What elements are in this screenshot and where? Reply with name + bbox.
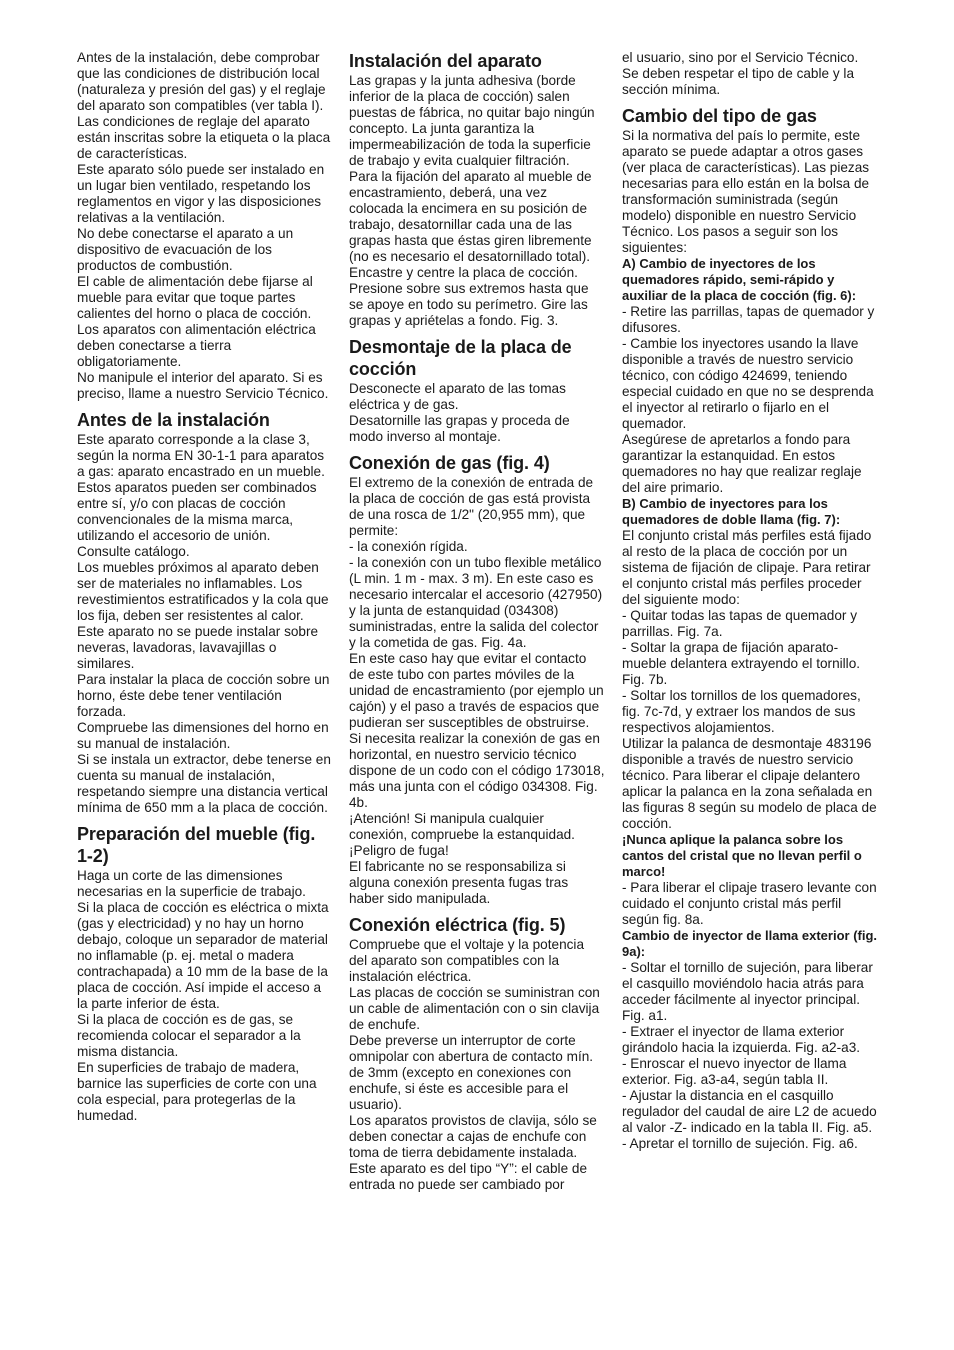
paragraph: - Enroscar el nuevo inyector de llama exterior. Fig. a3-a4, según tabla II.: [622, 1056, 847, 1087]
paragraph: el usuario, sino por el Servicio Técnico. Se deben respetar el tipo de cable y la sección mínima.: [622, 50, 859, 97]
paragraph: Consulte catálogo.: [77, 544, 190, 559]
paragraph: El extremo de la conexión de entrada de la placa de cocción de gas está provista de una rosca de 1/2" (20,955 mm), que permite:: [349, 475, 594, 538]
paragraph: No manipule el interior del aparato. Si es preciso, llame a nuestro Servicio Técnico.: [77, 370, 329, 401]
paragraph: Si la placa de cocción es eléctrica o mixta (gas y electricidad) y no hay un horno debajo, coloque un separador de material no inflamable (p. ej. metal o madera contrachapada) a 10 mm de la base de la placa de cocción. Así impide el acceso a la parte inferior de ésta.: [77, 900, 329, 1011]
paragraph: - Soltar los tornillos de los quemadores, fig. 7c-7d, y extraer los mandos de sus respectivos alojamientos.: [622, 688, 861, 735]
paragraph: Este aparato es del tipo “Y”: el cable de entrada no puede ser cambiado por: [349, 1161, 588, 1192]
bold-instruction: ¡Nunca aplique la palanca sobre los cantos del cristal que no llevan perfil o marco!: [622, 832, 862, 879]
section-heading: Desmontaje de la placa de cocción: [349, 337, 572, 379]
paragraph: Estos aparatos pueden ser combinados entre sí, y/o con placas de cocción convencionales de la misma marca, utilizando el accesorio de unión.: [77, 480, 317, 543]
bold-instruction: Cambio de inyector de llama exterior (fig. 9a):: [622, 928, 878, 959]
bold-instruction: A) Cambio de inyectores de los quemadores rápido, semi-rápido y auxiliar de la placa de cocción (fig. 6):: [622, 256, 857, 303]
paragraph: - Apretar el tornillo de sujeción. Fig. a6.: [622, 1136, 858, 1151]
paragraph: Los muebles próximos al aparato deben ser de materiales no inflamables. Los revestimientos estratificados y la cola que los fija, deben ser resistentes al calor.: [77, 560, 329, 623]
paragraph: Si se instala un extractor, debe tenerse en cuenta su manual de instalación, respetando siempre una distancia vertical mínima de 650 mm a la placa de cocción.: [77, 752, 331, 815]
section-heading: Preparación del mueble (fig. 1-2): [77, 824, 316, 866]
paragraph: El fabricante no se responsabiliza si alguna conexión presenta fugas tras haber sido manipulada.: [349, 859, 569, 906]
paragraph: Si la placa de cocción es de gas, se recomienda colocar el separador a la misma distancia.: [77, 1012, 301, 1059]
paragraph: - Quitar todas las tapas de quemador y parrillas. Fig. 7a.: [622, 608, 857, 639]
paragraph: Este aparato corresponde a la clase 3, según la norma EN 30-1-1 para aparatos a gas: aparato encastrado en un mueble.: [77, 432, 325, 479]
paragraph: Las placas de cocción se suministran con un cable de alimentación con o sin clavija de enchufe.: [349, 985, 600, 1032]
column-middle: [349, 50, 605, 1193]
paragraph: Si necesita realizar la conexión de gas en horizontal, en nuestro servicio técnico dispone de un codo con el código 173018, más una junta con el código 034308. Fig. 4b.: [349, 731, 605, 810]
section-heading: Antes de la instalación: [77, 410, 270, 430]
section-heading: Conexión de gas (fig. 4): [349, 453, 550, 473]
paragraph: Utilizar la palanca de desmontaje 483196 disponible a través de nuestro servicio técnico. Para liberar el clipaje delantero aplicar la palanca en la zona señalada en las figuras 8 según su modelo de placa de cocción.: [622, 736, 877, 831]
paragraph: Debe preverse un interruptor de corte omnipolar con abertura de contacto mín. de 3mm (excepto en conexiones con enchufe, si éste es accesible para el usuario).: [349, 1033, 594, 1112]
paragraph: Haga un corte de las dimensiones necesarias en la superficie de trabajo.: [77, 868, 306, 899]
paragraph: Para instalar la placa de cocción sobre un horno, éste debe tener ventilación forzada.: [77, 672, 330, 719]
paragraph: Los aparatos con alimentación eléctrica deben conectarse a tierra obligatoriamente.: [77, 322, 316, 369]
paragraph: - la conexión con un tubo flexible metálico (L min. 1 m - max. 3 m). En este caso es necesario intercalar el accesorio (427950) y la junta de estanquidad (034308) suministradas, entre la salida del colector y la cometida de gas. Fig. 4a.: [349, 555, 603, 650]
paragraph: Desatornille las grapas y proceda de modo inverso al montaje.: [349, 413, 570, 444]
paragraph: - Ajustar la distancia en el casquillo regulador del caudal de aire L2 de acuedo al valor -Z- indicado en la tabla II. Fig. a5.: [622, 1088, 877, 1135]
paragraph: - Extraer el inyector de llama exterior girándolo hacia la izquierda. Fig. a2-a3.: [622, 1024, 861, 1055]
paragraph: - Soltar la grapa de fijación aparato-mueble delantera extrayendo el tornillo. Fig. 7b.: [622, 640, 861, 687]
paragraph: - Cambie los inyectores usando la llave disponible a través de nuestro servicio técnico, con código 424699, teniendo especial cuidado en que no se desprenda el inyector al retirarlo o fijarlo en el quemador.: [622, 336, 874, 431]
paragraph: Antes de la instalación, debe comprobar que las condiciones de distribución local (naturaleza y presión del gas) y el reglaje del aparato son compatibles (ver tabla I). Las condiciones de reglaje del aparato están inscritas sobre la etiqueta o la placa de características.: [77, 50, 331, 161]
paragraph: Los aparatos provistos de clavija, sólo se deben conectar a cajas de enchufe con toma de tierra debidamente instalada.: [349, 1113, 597, 1160]
section-heading: Conexión eléctrica (fig. 5): [349, 915, 566, 935]
paragraph: No debe conectarse el aparato a un dispositivo de evacuación de los productos de combustión.: [77, 226, 294, 273]
paragraph: El conjunto cristal más perfiles está fijado al resto de la placa de cocción por un sistema de fijación de clipaje. Para retirar el conjunto cristal más perfiles proceder del siguiente modo:: [622, 528, 872, 607]
section-heading: Instalación del aparato: [349, 51, 542, 71]
paragraph: Encastre y centre la placa de cocción. Presione sobre sus extremos hasta que se apoye en todo su perímetro. Gire las grapas y apriételas a fondo. Fig. 3.: [349, 265, 589, 328]
paragraph: - Para liberar el clipaje trasero levante con cuidado el conjunto cristal más perfil según fig. 8a.: [622, 880, 877, 927]
paragraph: Este aparato sólo puede ser instalado en un lugar bien ventilado, respetando los reglamentos en vigor y las disposiciones relativas a la ventilación.: [77, 162, 325, 225]
paragraph: Desconecte el aparato de las tomas eléctrica y de gas.: [349, 381, 566, 412]
paragraph: En este caso hay que evitar el contacto de este tubo con partes móviles de la unidad de encastramiento (por ejemplo un cajón) y el paso a través de espacios que pudieran ser susceptibles de obstruirse.: [349, 651, 604, 730]
paragraph: - la conexión rígida.: [349, 539, 468, 554]
paragraph: Si la normativa del país lo permite, este aparato se puede adaptar a otros gases (ver placa de características). Las piezas necesarias para ello están en la bolsa de transformación suministrada (según modelo) disponible en nuestro Servicio Técnico. Los pasos a seguir son los siguientes:: [622, 128, 870, 255]
paragraph: Asegúrese de apretarlos a fondo para garantizar la estanquidad. En estos quemadores no hay que realizar reglaje del aire primario.: [622, 432, 862, 495]
paragraph: Para la fijación del aparato al mueble de encastramiento, deberá, una vez colocada la encimera en su posición de trabajo, desatornillar cada una de las grapas hasta que éstas giren libremente (no es necesario el desatornillado total).: [349, 169, 592, 264]
paragraph: - Retire las parrillas, tapas de quemador y difusores.: [622, 304, 875, 335]
paragraph: Compruebe las dimensiones del horno en su manual de instalación.: [77, 720, 329, 751]
bold-instruction: B) Cambio de inyectores para los quemadores de doble llama (fig. 7):: [622, 496, 841, 527]
paragraph: Las grapas y la junta adhesiva (borde inferior de la placa de cocción) salen puestas de fábrica, no quitar bajo ningún concepto. La junta garantiza la impermeabilización de toda la superficie de trabajo y evita cualquier filtración.: [349, 73, 595, 168]
paragraph: En superficies de trabajo de madera, barnice las superficies de corte con una cola especial, para protegerlas de la humedad.: [77, 1060, 317, 1123]
paragraph: El cable de alimentación debe fijarse al mueble para evitar que toque partes calientes del horno o placa de cocción.: [77, 274, 313, 321]
paragraph: Este aparato no se puede instalar sobre neveras, lavadoras, lavavajillas o similares.: [77, 624, 319, 671]
column-right: [622, 50, 878, 1152]
paragraph: ¡Atención! Si manipula cualquier conexión, compruebe la estanquidad. ¡Peligro de fuga!: [349, 811, 575, 858]
paragraph: - Soltar el tornillo de sujeción, para liberar el casquillo moviéndolo hacia atrás para acceder fácilmente al inyector principal. Fig. a1.: [622, 960, 873, 1023]
paragraph: Compruebe que el voltaje y la potencia del aparato son compatibles con la instalación eléctrica.: [349, 937, 585, 984]
section-heading: Cambio del tipo de gas: [622, 106, 817, 126]
column-left: [77, 50, 333, 1124]
